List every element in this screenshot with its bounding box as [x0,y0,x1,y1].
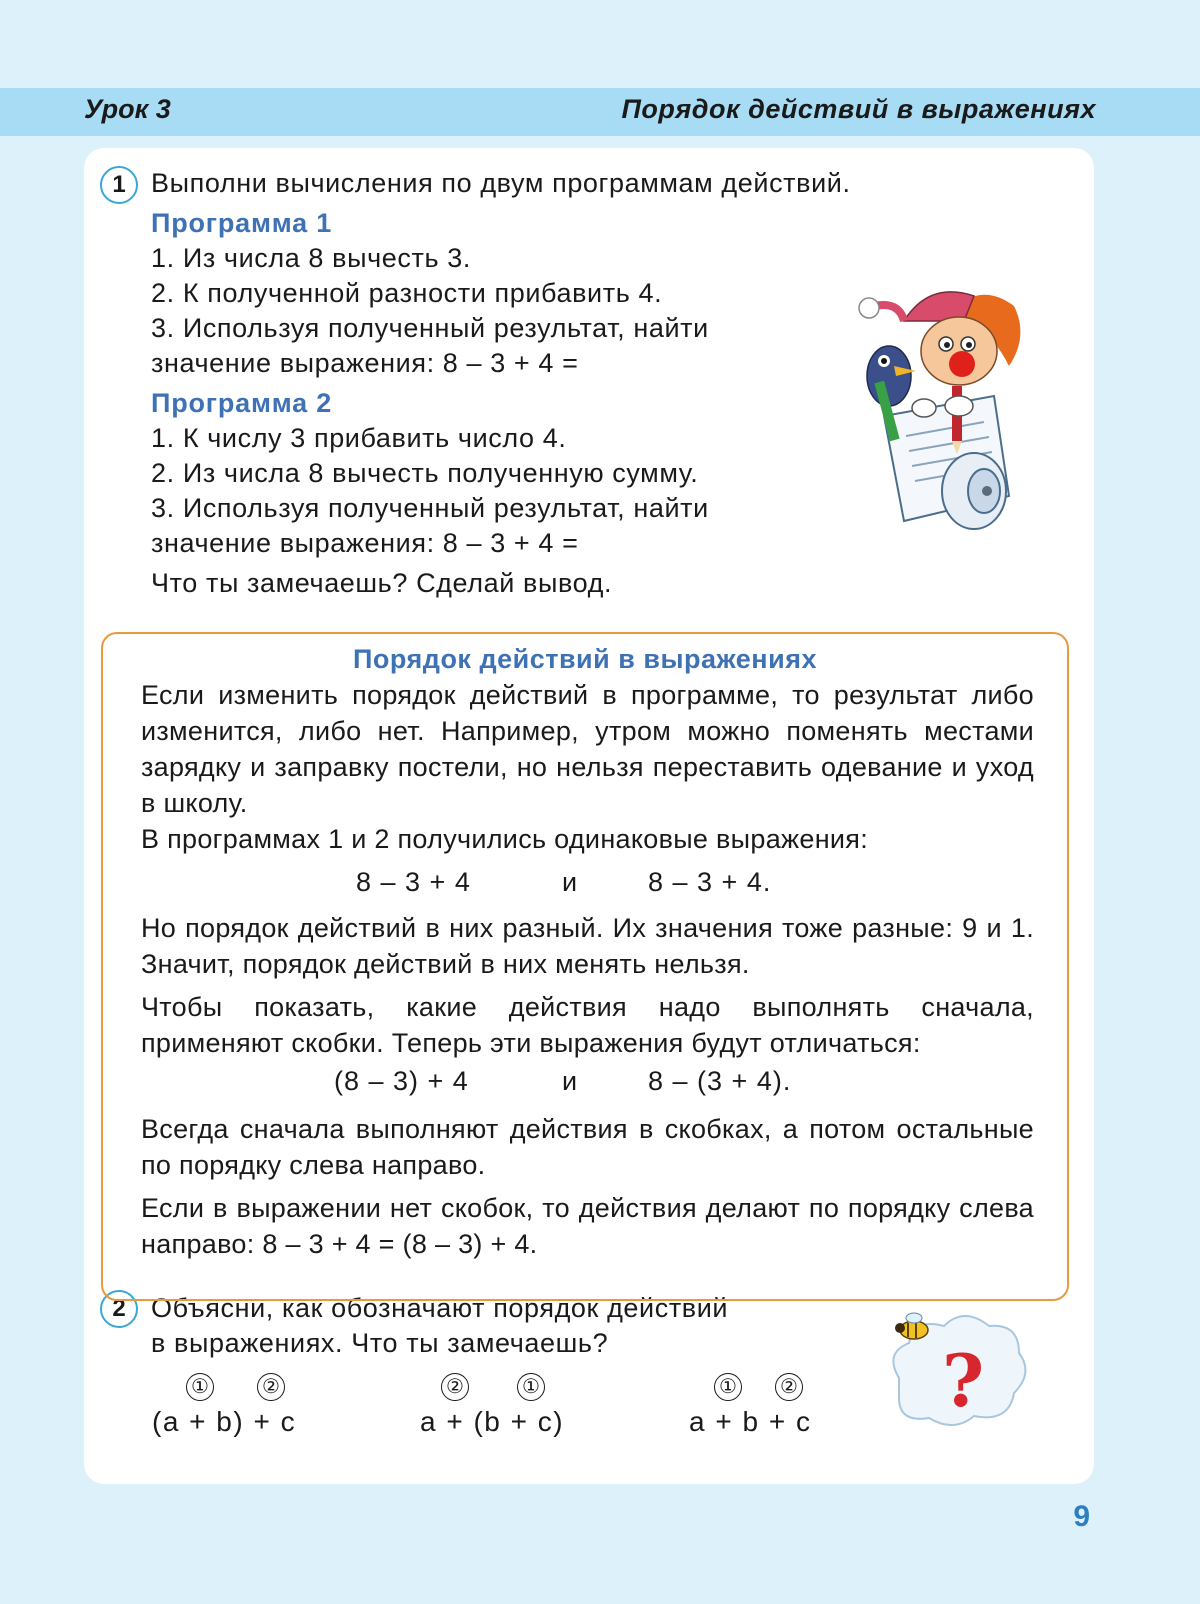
task-number-2: 2 [100,1290,138,1328]
formula-text: a + b + c [689,1406,812,1437]
program2-title: Программа 2 [151,388,333,418]
program2-step: 2. Из числа 8 вычесть полученную сумму. [151,458,699,488]
formula [152,1406,296,1438]
order-mark: ② [775,1373,803,1401]
program1-step: 2. К полученной разности прибавить 4. [151,278,663,308]
question-cloud-bee-illustration [874,1298,1034,1438]
clown-scroll-illustration [844,266,1034,546]
program1-step: 3. Используя полученный результат, найти [151,313,709,343]
expression-and: и [562,1066,579,1096]
expression-right: 8 – (3 + 4). [648,1066,792,1096]
program2-step: значение выражения: 8 – 3 + 4 = [151,528,579,558]
rule-paragraph-2: В программах 1 и 2 получились одинаковые выражения: [141,824,869,854]
program2-step: 1. К числу 3 прибавить число 4. [151,423,567,453]
expression-left: 8 – 3 + 4 [356,867,471,897]
svg-text:?: ? [942,1338,985,1423]
formula-text: a + (b + c) [420,1406,565,1437]
lesson-topic: Порядок действий в выражениях [621,94,1096,124]
page-number: 9 [1073,1500,1090,1533]
order-mark: ② [257,1373,285,1401]
expression-right: 8 – 3 + 4. [648,867,772,897]
order-mark: ② [441,1373,469,1401]
rule-paragraph-5: Всегда сначала выполняют действия в скобках, а потом остальные по порядку слева направо. [141,1114,1034,1180]
formula [420,1406,564,1438]
order-mark: ① [517,1373,545,1401]
task2-line2: в выражениях. Что ты замечаешь? [151,1328,609,1358]
lesson-label: Урок 3 [84,94,171,124]
rule-box [101,632,1069,1301]
program1-step: 1. Из числа 8 вычесть 3. [151,243,471,273]
expression-and: и [562,867,579,897]
task1-question: Что ты замечаешь? Сделай вывод. [151,568,613,598]
expression-left: (8 – 3) + 4 [334,1066,469,1096]
task-number-1: 1 [100,166,138,204]
rule-paragraph-6: Если в выражении нет скобок, то действия делают по порядку слева направо: 8 – 3 + 4 = (8 – 3) + 4. [141,1193,1034,1259]
rule-paragraph-3: Но порядок действий в них разный. Их значения тоже разные: 9 и 1. Значит, порядок действий в них менять нельзя. [141,913,1034,979]
program1-title: Программа 1 [151,208,333,238]
rule-paragraph-4: Чтобы показать, какие действия надо выполнять сначала, применяют скобки. Теперь эти выражения будут отличаться: [141,992,1034,1058]
order-mark: ① [714,1373,742,1401]
program1-step: значение выражения: 8 – 3 + 4 = [151,348,579,378]
rule-title: Порядок действий в выражениях [353,644,817,674]
task2-line1: Объясни, как обозначают порядок действий [151,1293,729,1323]
rule-paragraph-1: Если изменить порядок действий в программе, то результат либо изменится, либо нет. Например, утром можно поменять местами зарядку и заправку постели, но нельзя переставить одевание и уход в школу. [141,680,1034,818]
program2-step: 3. Используя полученный результат, найти [151,493,709,523]
order-mark: ① [186,1373,214,1401]
formula-text: (a + b) + c [152,1406,297,1437]
task1-intro: Выполни вычисления по двум программам действий. [151,168,851,198]
formula [689,1406,811,1438]
